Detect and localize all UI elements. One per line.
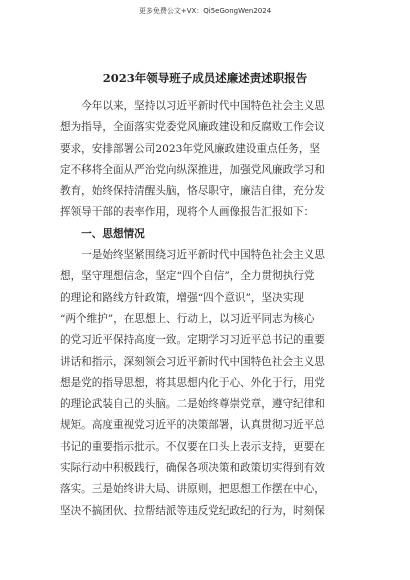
header-note: 更多免费公文+VX：Qi5eGongWen2024 — [138, 7, 272, 15]
body-line: 一是始终坚紧围绕习近平新时代中国特色社会主义思 — [60, 249, 325, 262]
body-line: 书记的重要指示批示。不仅要在口头上表示支持，更要在 — [60, 440, 325, 453]
body-line: 挥领导干部的表率作用，现将个人画像报告汇报如下： — [60, 206, 315, 219]
body-line: 想为指导，全面落实党委党风廉政建设和反腐败工作会议 — [60, 121, 325, 134]
document-title: 2023年领导班子成员述廉述责述职报告 — [102, 71, 308, 85]
body-line: 定不移将全面从严治党向纵深推进，加强党风廉政学习和 — [60, 163, 325, 176]
body-line: 的理论武装自己的头脑。二是始终尊崇党章，遵守纪律和 — [60, 398, 325, 411]
body-line: 坚决不搞团伙、拉帮结派等违反党纪政纪的行为，时刻保 — [60, 504, 325, 517]
body-line: 想，坚守理想信念，坚定“四个自信”，全力贯彻执行党 — [60, 270, 315, 283]
body-line: 落实。三是始终讲大局、讲原则，把思想工作摆在中心， — [60, 483, 325, 496]
section-heading: 一、思想情况 — [60, 227, 145, 240]
body-line: 实际行动中积极践行，确保各项决策和政策切实得到有效 — [60, 462, 325, 475]
body-line: 规矩。高度重视党习近平的决策部署，认真贯彻习近平总 — [60, 419, 325, 432]
body-line: 讲话和指示，深刻领会习近平新时代中国特色社会主义思 — [60, 355, 325, 368]
body-line: 的党习近平保持高度一致。定期学习习近平总书记的重要 — [60, 334, 325, 347]
body-line: 教育，始终保持清醒头脑，恪尽职守，廉洁自律，充分发 — [60, 185, 325, 198]
body-line: 的理论和路线方针政策，增强“四个意识”，坚决实现 — [60, 291, 304, 304]
body-line: “两个维护”，在思想上、行动上，以习近平同志为核心 — [60, 312, 315, 325]
body-line: 要求，安排部署公司2023年党风廉政建设重点任务，坚 — [60, 142, 321, 155]
body-line: 今年以来，坚持以习近平新时代中国特色社会主义思 — [60, 100, 325, 112]
body-line: 想是党的指导思想，将其思想内化于心、外化于行，用党 — [60, 376, 325, 389]
document-body — [60, 96, 350, 522]
